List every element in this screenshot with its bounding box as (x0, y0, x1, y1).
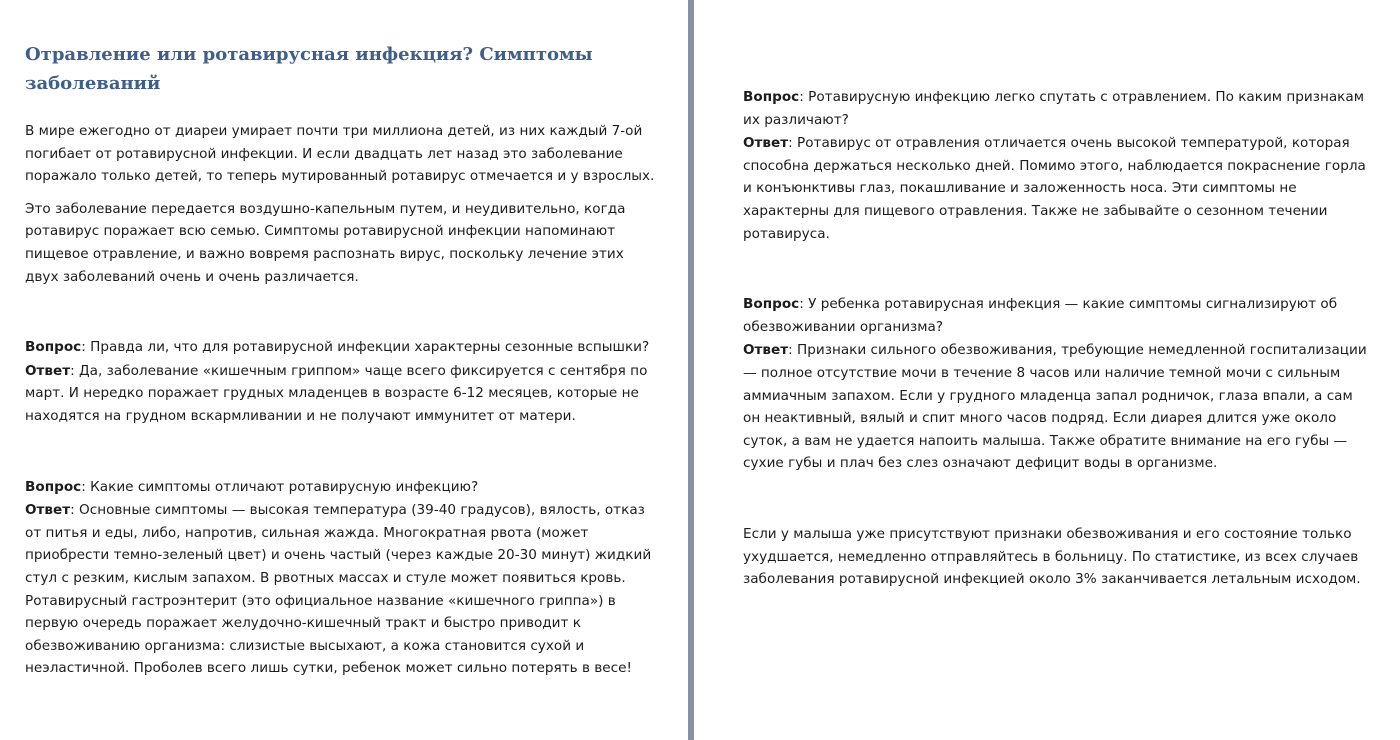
answer-line (25, 499, 658, 680)
qa-block (743, 293, 1370, 475)
answer-label: Ответ (743, 135, 789, 152)
qa-block (25, 336, 658, 427)
answer-text: : Основные симптомы — высокая температура (39-40 градусов), вялость, отказ от питья и еды, либо, напротив, сильная жажда. Многократная рвота (может приобрести темно-зеленый цвет) и очень частый (через каждые 20-30 минут) жидкий стул с резким, кислым запахом. В рвотных массах и стуле может появиться кровь. Ротавирусный гастроэнтерит (это официальное название «кишечного гриппа») в первую очередь поражает желудочно-кишечный тракт и быстро приводит к обезвоживанию организма: слизистые высыхают, а кожа становится сухой и неэластичной. Проболев всего лишь сутки, ребенок может сильно потерять в весе! (25, 502, 652, 677)
answer-label: Ответ (743, 342, 789, 359)
question-line (25, 476, 658, 499)
intro-paragraph: В мире ежегодно от диареи умирает почти три миллиона детей, из них каждый 7-ой погибает от ротавирусной инфекции. И если двадцать лет назад это заболевание поражало только детей, то теперь мутированный ротавирус отмечается и у взрослых. (25, 123, 655, 185)
question-text: : Правда ли, что для ротавирусной инфекции характерны сезонные вспышки? (81, 339, 650, 356)
answer-line (743, 339, 1370, 475)
answer-line (25, 360, 658, 428)
qa-block (743, 86, 1370, 245)
question-line (743, 86, 1370, 131)
closing-paragraph: Если у малыша уже присутствуют признаки обезвоживания и его состояние только ухудшается, немедленно отправляйтесь в больницу. По статистике, из всех случаев заболевания ротавирусной инфекцией около 3% заканчивается летальным исходом. (743, 525, 1361, 588)
answer-text: : Да, заболевание «кишечным гриппом» чаще всего фиксируется с сентября по март. И нередко поражает грудных младенцев в возрасте 6-12 месяцев, которые не находятся на грудном вскармливании и не получают иммунитет от матери. (25, 362, 648, 424)
question-label: Вопрос (743, 296, 800, 313)
document-page-left (0, 0, 688, 740)
article-title: Отравление или ротавирусная инфекция? Симптомы заболеваний (25, 44, 593, 94)
question-label: Вопрос (25, 339, 82, 356)
answer-label: Ответ (25, 362, 71, 379)
answer-text: : Признаки сильного обезвоживания, требующие немедленной госпитализации — полное отсутствие мочи в течение 8 часов или наличие темной мочи с сильным аммиачным запахом. Если у грудного младенца запал родничок, глаза впали, а сам он неактивный, вялый и спит много часов подряд. Если диарея длится уже около суток, а вам не удается напоить малыша. Также обратите внимание на его губы — сухие губы и плач без слез означают дефицит воды в организме. (743, 342, 1367, 472)
intro-paragraph: Это заболевание передается воздушно-капельным путем, и неудивительно, когда ротавирус поражает всю семью. Симптомы ротавирусной инфекции напоминают пищевое отравление, и важно вовремя распознать вирус, поскольку лечение этих двух заболеваний очень и очень различается. (25, 200, 626, 285)
qa-block (25, 476, 658, 680)
question-line (25, 336, 658, 359)
answer-label: Ответ (25, 502, 71, 519)
question-label: Вопрос (25, 478, 82, 495)
question-label: Вопрос (743, 89, 800, 105)
question-text: : Какие симптомы отличают ротавирусную инфекцию? (81, 478, 479, 495)
document-page-right (694, 0, 1400, 740)
answer-text: : Ротавирус от отравления отличается очень высокой температурой, которая способна держаться несколько дней. Помимо этого, наблюдается покраснение горла и конъюнктивы глаз, покашливание и заложенность носа. Эти симптомы не характерны для пищевого отравления. Также не забывайте о сезонном течении ротавируса. (743, 135, 1366, 242)
question-text: : У ребенка ротавирусная инфекция — какие симптомы сигнализируют об обезвоживании организма? (743, 296, 1338, 335)
answer-line (743, 132, 1370, 245)
question-text: : Ротавирусную инфекцию легко спутать с отравлением. По каким признакам их различают? (743, 89, 1364, 128)
question-line (743, 293, 1370, 338)
